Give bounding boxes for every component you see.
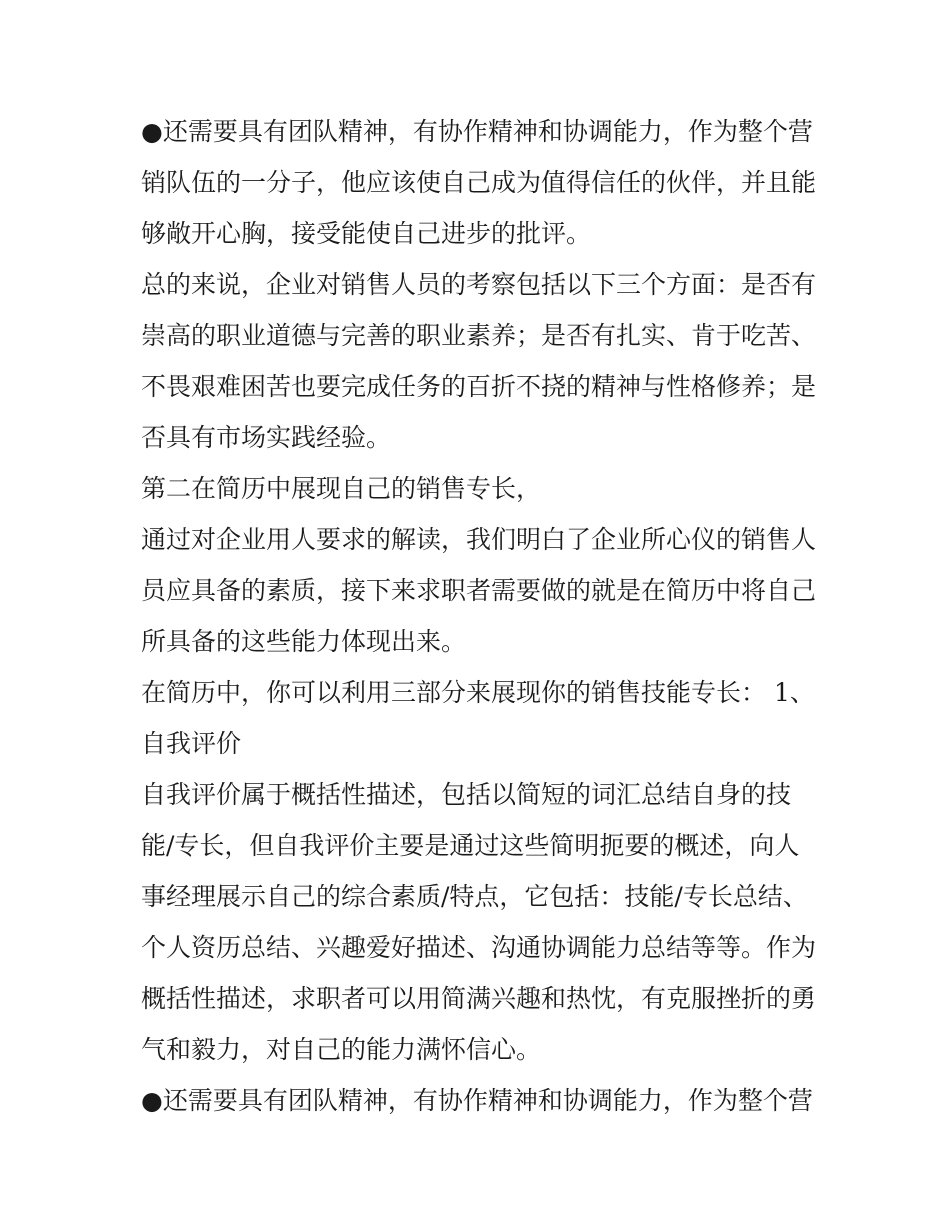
text-line-9: 通过对企业用人要求的解读，我们明白了企业所心仪的销售人 — [141, 525, 817, 554]
text-line-13: 自我评价 — [141, 729, 242, 758]
text-line-7: 否具有市场实践经验。 — [141, 423, 392, 452]
text-line-2: 销队伍的一分子，他应该使自己成为值得信任的伙伴，并且能 — [141, 168, 817, 197]
text-line-1: ●还需要具有团队精神，有协作精神和协调能力，作为整个营 — [141, 117, 813, 146]
text-line-12: 在简历中，你可以利用三部分来展现你的销售技能专长： 1、 — [141, 678, 815, 707]
text-line-18: 概括性描述，求职者可以用简满兴趣和热忱，有克服挫折的勇 — [141, 984, 817, 1013]
text-line-3: 够敞开心胸，接受能使自己进步的批评。 — [141, 219, 592, 248]
text-line-14: 自我评价属于概括性描述，包括以简短的词汇总结自身的技 — [141, 780, 792, 809]
body-text — [141, 106, 821, 1126]
text-line-20: ●还需要具有团队精神，有协作精神和协调能力，作为整个营 — [141, 1086, 813, 1115]
text-line-15: 能/专长，但自我评价主要是通过这些简明扼要的概述，向人 — [141, 831, 800, 860]
text-line-5: 崇高的职业道德与完善的职业素养；是否有扎实、肯于吃苦、 — [141, 321, 817, 350]
text-line-11: 所具备的这些能力体现出来。 — [141, 627, 467, 656]
text-line-16: 事经理展示自己的综合素质/特点，它包括：技能/专长总结、 — [141, 882, 808, 911]
text-line-19: 气和毅力，对自己的能力满怀信心。 — [141, 1035, 542, 1064]
text-line-4: 总的来说，企业对销售人员的考察包括以下三个方面：是否有 — [141, 270, 817, 299]
text-line-6: 不畏艰难困苦也要完成任务的百折不挠的精神与性格修养；是 — [141, 372, 817, 401]
text-line-10: 员应具备的素质，接下来求职者需要做的就是在简历中将自己 — [141, 576, 817, 605]
text-line-17: 个人资历总结、兴趣爱好描述、沟通协调能力总结等等。作为 — [141, 933, 817, 962]
text-line-8: 第二在简历中展现自己的销售专长， — [141, 474, 542, 503]
